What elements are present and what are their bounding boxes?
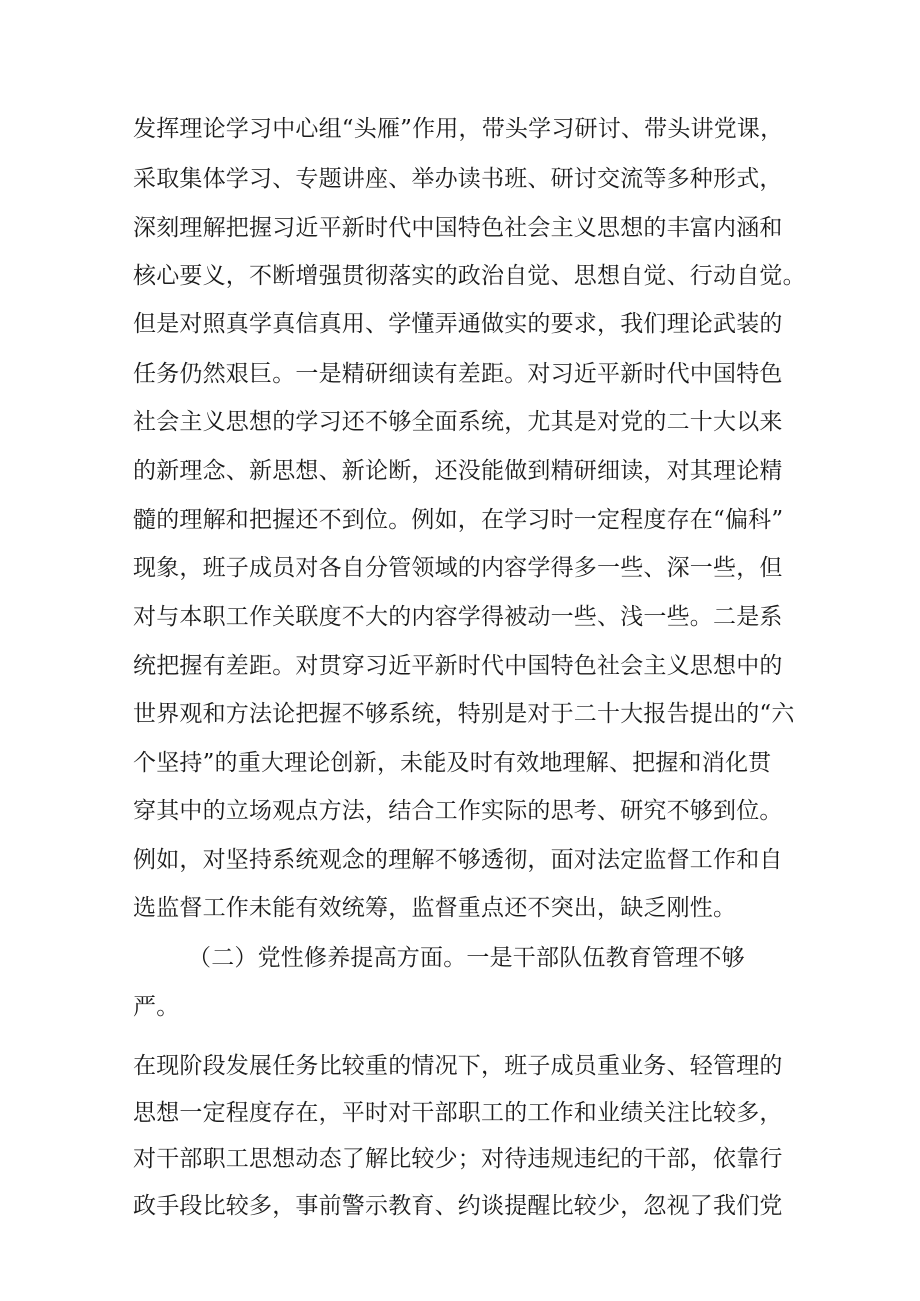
text-line: 政手段比较多，事前警示教育、约谈提醒比较少，忽视了我们党 (133, 1193, 783, 1219)
text-line: 选监督工作未能有效统筹，监督重点还不突出，缺乏刚性。 (133, 895, 737, 921)
text-line: 深刻理解把握习近平新时代中国特色社会主义思想的丰富内涵和 (133, 215, 783, 241)
text-line: 对干部职工思想动态了解比较少；对待违规违纪的干部，依靠行 (133, 1146, 783, 1172)
text-line: 思想一定程度存在，平时对干部职工的工作和业绩关注比较多， (133, 1100, 783, 1126)
text-line: 社会主义思想的学习还不够全面系统，尤其是对党的二十大以来 (133, 409, 783, 435)
text-line: 但是对照真学真信真用、学懂弄通做实的要求，我们理论武装的 (133, 311, 783, 337)
text-line: 核心要义，不断增强贯彻落实的政治自觉、思想自觉、行动自觉。 (133, 263, 806, 289)
text-line: 髓的理解和把握还不到位。例如，在学习时一定程度存在“偏科” (133, 507, 784, 533)
text-line: 世界观和方法论把握不够系统，特别是对于二十大报告提出的“六 (133, 701, 795, 727)
section-heading: （二）党性修养提高方面。一是干部队伍教育管理不够 (188, 945, 745, 971)
text-line: 穿其中的立场观点方法，结合工作实际的思考、研究不够到位。 (133, 798, 783, 824)
text-line: 在现阶段发展任务比较重的情况下，班子成员重业务、轻管理的 (133, 1053, 783, 1079)
text-line: 任务仍然艰巨。一是精研细读有差距。对习近平新时代中国特色 (133, 361, 783, 387)
text-line: 统把握有差距。对贯穿习近平新时代中国特色社会主义思想中的 (133, 653, 783, 679)
text-line: 现象，班子成员对各自分管领域的内容学得多一些、深一些，但 (133, 555, 783, 581)
text-line: 发挥理论学习中心组“头雁”作用，带头学习研讨、带头讲党课， (133, 116, 784, 142)
section-heading-continued: 严。 (133, 994, 180, 1020)
text-line: 个坚持”的重大理论创新，未能及时有效地理解、把握和消化贯 (133, 750, 772, 776)
text-line: 采取集体学习、专题讲座、举办读书班、研讨交流等多种形式， (133, 166, 783, 192)
text-line: 例如，对坚持系统观念的理解不够透彻，面对法定监督工作和自 (133, 847, 783, 873)
text-line: 对与本职工作关联度不大的内容学得被动一些、浅一些。二是系 (133, 604, 783, 630)
text-line: 的新理念、新思想、新论断，还没能做到精研细读，对其理论精 (133, 458, 783, 484)
